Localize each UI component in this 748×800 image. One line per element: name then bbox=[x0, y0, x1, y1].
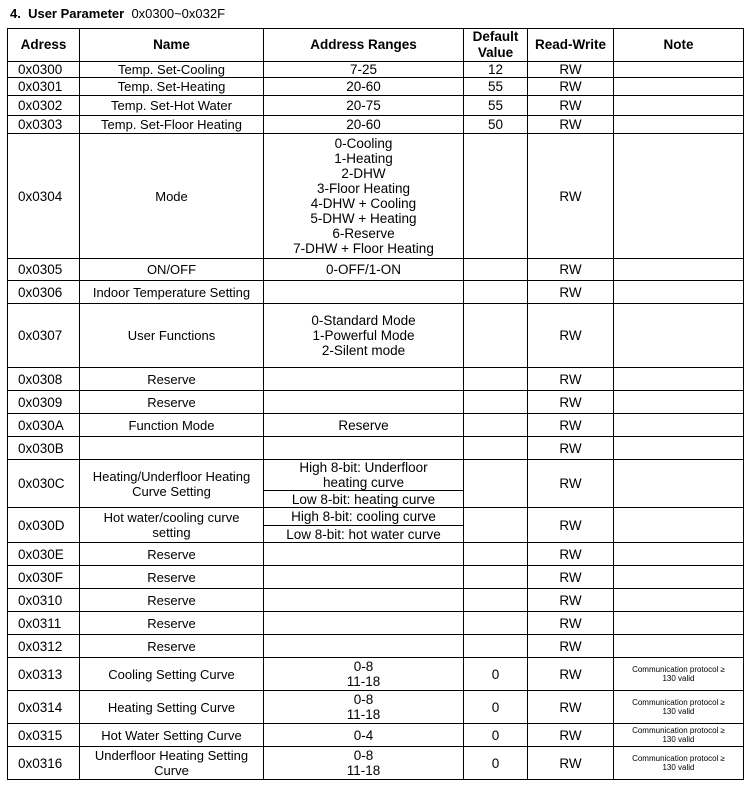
name-cell: Heating Setting Curve bbox=[80, 691, 264, 724]
default-cell bbox=[464, 259, 528, 281]
table-row bbox=[8, 747, 744, 780]
ranges-cell: 0-8 11-18 bbox=[264, 691, 464, 724]
default-cell bbox=[464, 460, 528, 508]
ranges-cell: 20-60 bbox=[264, 78, 464, 96]
table-row bbox=[8, 116, 744, 134]
header-note: Note bbox=[614, 29, 744, 62]
read-write-cell: RW bbox=[528, 658, 614, 691]
default-cell bbox=[464, 612, 528, 635]
name-cell: Temp. Set-Floor Heating bbox=[80, 116, 264, 134]
note-cell bbox=[614, 437, 744, 460]
name-cell: Reserve bbox=[80, 368, 264, 391]
address-cell: 0x0313 bbox=[8, 658, 80, 691]
table-row bbox=[8, 96, 744, 116]
ranges-cell: 0-Standard Mode 1-Powerful Mode 2-Silent mode bbox=[264, 304, 464, 368]
user-parameter-table bbox=[7, 28, 744, 780]
read-write-cell: RW bbox=[528, 414, 614, 437]
ranges-cell: 7-25 bbox=[264, 62, 464, 78]
header-address: Adress bbox=[8, 29, 80, 62]
name-cell: User Functions bbox=[80, 304, 264, 368]
table-header-row bbox=[8, 29, 744, 62]
address-cell: 0x0301 bbox=[8, 78, 80, 96]
default-cell bbox=[464, 368, 528, 391]
header-ranges: Address Ranges bbox=[264, 29, 464, 62]
ranges-cell: 20-60 bbox=[264, 116, 464, 134]
default-cell bbox=[464, 304, 528, 368]
note-cell bbox=[614, 281, 744, 304]
ranges-cell: 0-8 11-18 bbox=[264, 747, 464, 780]
address-cell: 0x0311 bbox=[8, 612, 80, 635]
read-write-cell: RW bbox=[528, 543, 614, 566]
default-cell bbox=[464, 134, 528, 259]
default-cell: 55 bbox=[464, 96, 528, 116]
name-cell: ON/OFF bbox=[80, 259, 264, 281]
ranges-cell: High 8-bit: cooling curve bbox=[264, 508, 464, 526]
read-write-cell: RW bbox=[528, 391, 614, 414]
default-cell: 12 bbox=[464, 62, 528, 78]
ranges-cell: 0-OFF/1-ON bbox=[264, 259, 464, 281]
read-write-cell: RW bbox=[528, 78, 614, 96]
note-cell bbox=[614, 508, 744, 543]
section-heading bbox=[10, 6, 225, 21]
address-cell: 0x0316 bbox=[8, 747, 80, 780]
name-cell: Hot Water Setting Curve bbox=[80, 724, 264, 747]
table-row bbox=[8, 62, 744, 78]
name-cell: Indoor Temperature Setting bbox=[80, 281, 264, 304]
address-cell: 0x030A bbox=[8, 414, 80, 437]
address-cell: 0x0315 bbox=[8, 724, 80, 747]
ranges-cell bbox=[264, 612, 464, 635]
address-cell: 0x0305 bbox=[8, 259, 80, 281]
table-row bbox=[8, 437, 744, 460]
read-write-cell: RW bbox=[528, 460, 614, 508]
table-row bbox=[8, 543, 744, 566]
read-write-cell: RW bbox=[528, 134, 614, 259]
default-cell bbox=[464, 414, 528, 437]
ranges-cell bbox=[264, 543, 464, 566]
default-cell bbox=[464, 281, 528, 304]
note-cell bbox=[614, 391, 744, 414]
default-cell bbox=[464, 508, 528, 543]
note-cell bbox=[614, 566, 744, 589]
section-number: 4. bbox=[10, 6, 21, 21]
address-cell: 0x0306 bbox=[8, 281, 80, 304]
note-cell: Communication protocol ≥ 130 valid bbox=[614, 691, 744, 724]
ranges-cell: 20-75 bbox=[264, 96, 464, 116]
read-write-cell: RW bbox=[528, 724, 614, 747]
read-write-cell: RW bbox=[528, 612, 614, 635]
table-row bbox=[8, 566, 744, 589]
default-cell bbox=[464, 391, 528, 414]
table-row bbox=[8, 635, 744, 658]
address-cell: 0x0304 bbox=[8, 134, 80, 259]
section-title: User Parameter bbox=[28, 6, 125, 21]
default-cell: 0 bbox=[464, 747, 528, 780]
default-cell: 0 bbox=[464, 724, 528, 747]
default-cell bbox=[464, 437, 528, 460]
read-write-cell: RW bbox=[528, 96, 614, 116]
note-cell bbox=[614, 635, 744, 658]
read-write-cell: RW bbox=[528, 508, 614, 543]
table-row bbox=[8, 508, 744, 526]
default-cell: 55 bbox=[464, 78, 528, 96]
address-cell: 0x0302 bbox=[8, 96, 80, 116]
table-row bbox=[8, 134, 744, 259]
read-write-cell: RW bbox=[528, 281, 614, 304]
table-row bbox=[8, 612, 744, 635]
note-cell: Communication protocol ≥ 130 valid bbox=[614, 658, 744, 691]
address-cell: 0x0314 bbox=[8, 691, 80, 724]
name-cell: Underfloor Heating Setting Curve bbox=[80, 747, 264, 780]
read-write-cell: RW bbox=[528, 566, 614, 589]
table-row bbox=[8, 589, 744, 612]
note-cell: Communication protocol ≥ 130 valid bbox=[614, 747, 744, 780]
address-cell: 0x030C bbox=[8, 460, 80, 508]
table-row bbox=[8, 460, 744, 491]
read-write-cell: RW bbox=[528, 368, 614, 391]
note-cell bbox=[614, 259, 744, 281]
name-cell: Reserve bbox=[80, 589, 264, 612]
name-cell: Heating/Underfloor Heating Curve Setting bbox=[80, 460, 264, 508]
name-cell: Function Mode bbox=[80, 414, 264, 437]
default-cell bbox=[464, 635, 528, 658]
note-cell bbox=[614, 134, 744, 259]
ranges-cell bbox=[264, 635, 464, 658]
ranges-cell bbox=[264, 589, 464, 612]
default-cell bbox=[464, 589, 528, 612]
read-write-cell: RW bbox=[528, 116, 614, 134]
note-cell bbox=[614, 414, 744, 437]
read-write-cell: RW bbox=[528, 635, 614, 658]
address-cell: 0x030F bbox=[8, 566, 80, 589]
note-cell bbox=[614, 460, 744, 508]
ranges-cell: Reserve bbox=[264, 414, 464, 437]
table-row bbox=[8, 658, 744, 691]
note-cell: Communication protocol ≥ 130 valid bbox=[614, 724, 744, 747]
ranges-cell: High 8-bit: Underfloor heating curve bbox=[264, 460, 464, 491]
header-default: Default Value bbox=[464, 29, 528, 62]
note-cell bbox=[614, 543, 744, 566]
address-cell: 0x0303 bbox=[8, 116, 80, 134]
note-cell bbox=[614, 78, 744, 96]
name-cell: Reserve bbox=[80, 612, 264, 635]
table-row bbox=[8, 368, 744, 391]
address-cell: 0x0309 bbox=[8, 391, 80, 414]
default-cell bbox=[464, 543, 528, 566]
address-cell: 0x0300 bbox=[8, 62, 80, 78]
name-cell: Cooling Setting Curve bbox=[80, 658, 264, 691]
table-row bbox=[8, 259, 744, 281]
ranges-cell bbox=[264, 391, 464, 414]
header-name: Name bbox=[80, 29, 264, 62]
read-write-cell: RW bbox=[528, 589, 614, 612]
table-row bbox=[8, 391, 744, 414]
read-write-cell: RW bbox=[528, 259, 614, 281]
ranges-cell: 0-4 bbox=[264, 724, 464, 747]
ranges-cell: 0-8 11-18 bbox=[264, 658, 464, 691]
address-cell: 0x0310 bbox=[8, 589, 80, 612]
note-cell bbox=[614, 589, 744, 612]
name-cell: Reserve bbox=[80, 635, 264, 658]
name-cell: Temp. Set-Cooling bbox=[80, 62, 264, 78]
note-cell bbox=[614, 96, 744, 116]
name-cell: Temp. Set-Heating bbox=[80, 78, 264, 96]
note-cell bbox=[614, 304, 744, 368]
note-cell bbox=[614, 62, 744, 78]
table-row bbox=[8, 691, 744, 724]
table-row bbox=[8, 281, 744, 304]
name-cell: Temp. Set-Hot Water bbox=[80, 96, 264, 116]
default-cell: 0 bbox=[464, 691, 528, 724]
ranges-cell: Low 8-bit: heating curve bbox=[264, 491, 464, 508]
read-write-cell: RW bbox=[528, 691, 614, 724]
header-read-write: Read-Write bbox=[528, 29, 614, 62]
name-cell: Hot water/cooling curve setting bbox=[80, 508, 264, 543]
table-row bbox=[8, 414, 744, 437]
read-write-cell: RW bbox=[528, 304, 614, 368]
ranges-cell bbox=[264, 281, 464, 304]
ranges-cell bbox=[264, 566, 464, 589]
default-cell: 0 bbox=[464, 658, 528, 691]
ranges-cell: Low 8-bit: hot water curve bbox=[264, 526, 464, 543]
table-row bbox=[8, 304, 744, 368]
name-cell: Reserve bbox=[80, 543, 264, 566]
name-cell: Reserve bbox=[80, 391, 264, 414]
ranges-cell: 0-Cooling 1-Heating 2-DHW 3-Floor Heating 4-DHW + Cooling 5-DHW + Heating 6-Reserve 7-DHW + Floor Heating bbox=[264, 134, 464, 259]
read-write-cell: RW bbox=[528, 437, 614, 460]
default-cell: 50 bbox=[464, 116, 528, 134]
address-cell: 0x0312 bbox=[8, 635, 80, 658]
ranges-cell bbox=[264, 368, 464, 391]
table-row bbox=[8, 724, 744, 747]
note-cell bbox=[614, 116, 744, 134]
default-cell bbox=[464, 566, 528, 589]
read-write-cell: RW bbox=[528, 62, 614, 78]
table-row bbox=[8, 78, 744, 96]
address-cell: 0x030D bbox=[8, 508, 80, 543]
address-cell: 0x0308 bbox=[8, 368, 80, 391]
name-cell: Reserve bbox=[80, 566, 264, 589]
section-range: 0x0300~0x032F bbox=[131, 6, 226, 21]
note-cell bbox=[614, 612, 744, 635]
note-cell bbox=[614, 368, 744, 391]
address-cell: 0x0307 bbox=[8, 304, 80, 368]
name-cell: Mode bbox=[80, 134, 264, 259]
ranges-cell bbox=[264, 437, 464, 460]
read-write-cell: RW bbox=[528, 747, 614, 780]
address-cell: 0x030E bbox=[8, 543, 80, 566]
name-cell bbox=[80, 437, 264, 460]
address-cell: 0x030B bbox=[8, 437, 80, 460]
